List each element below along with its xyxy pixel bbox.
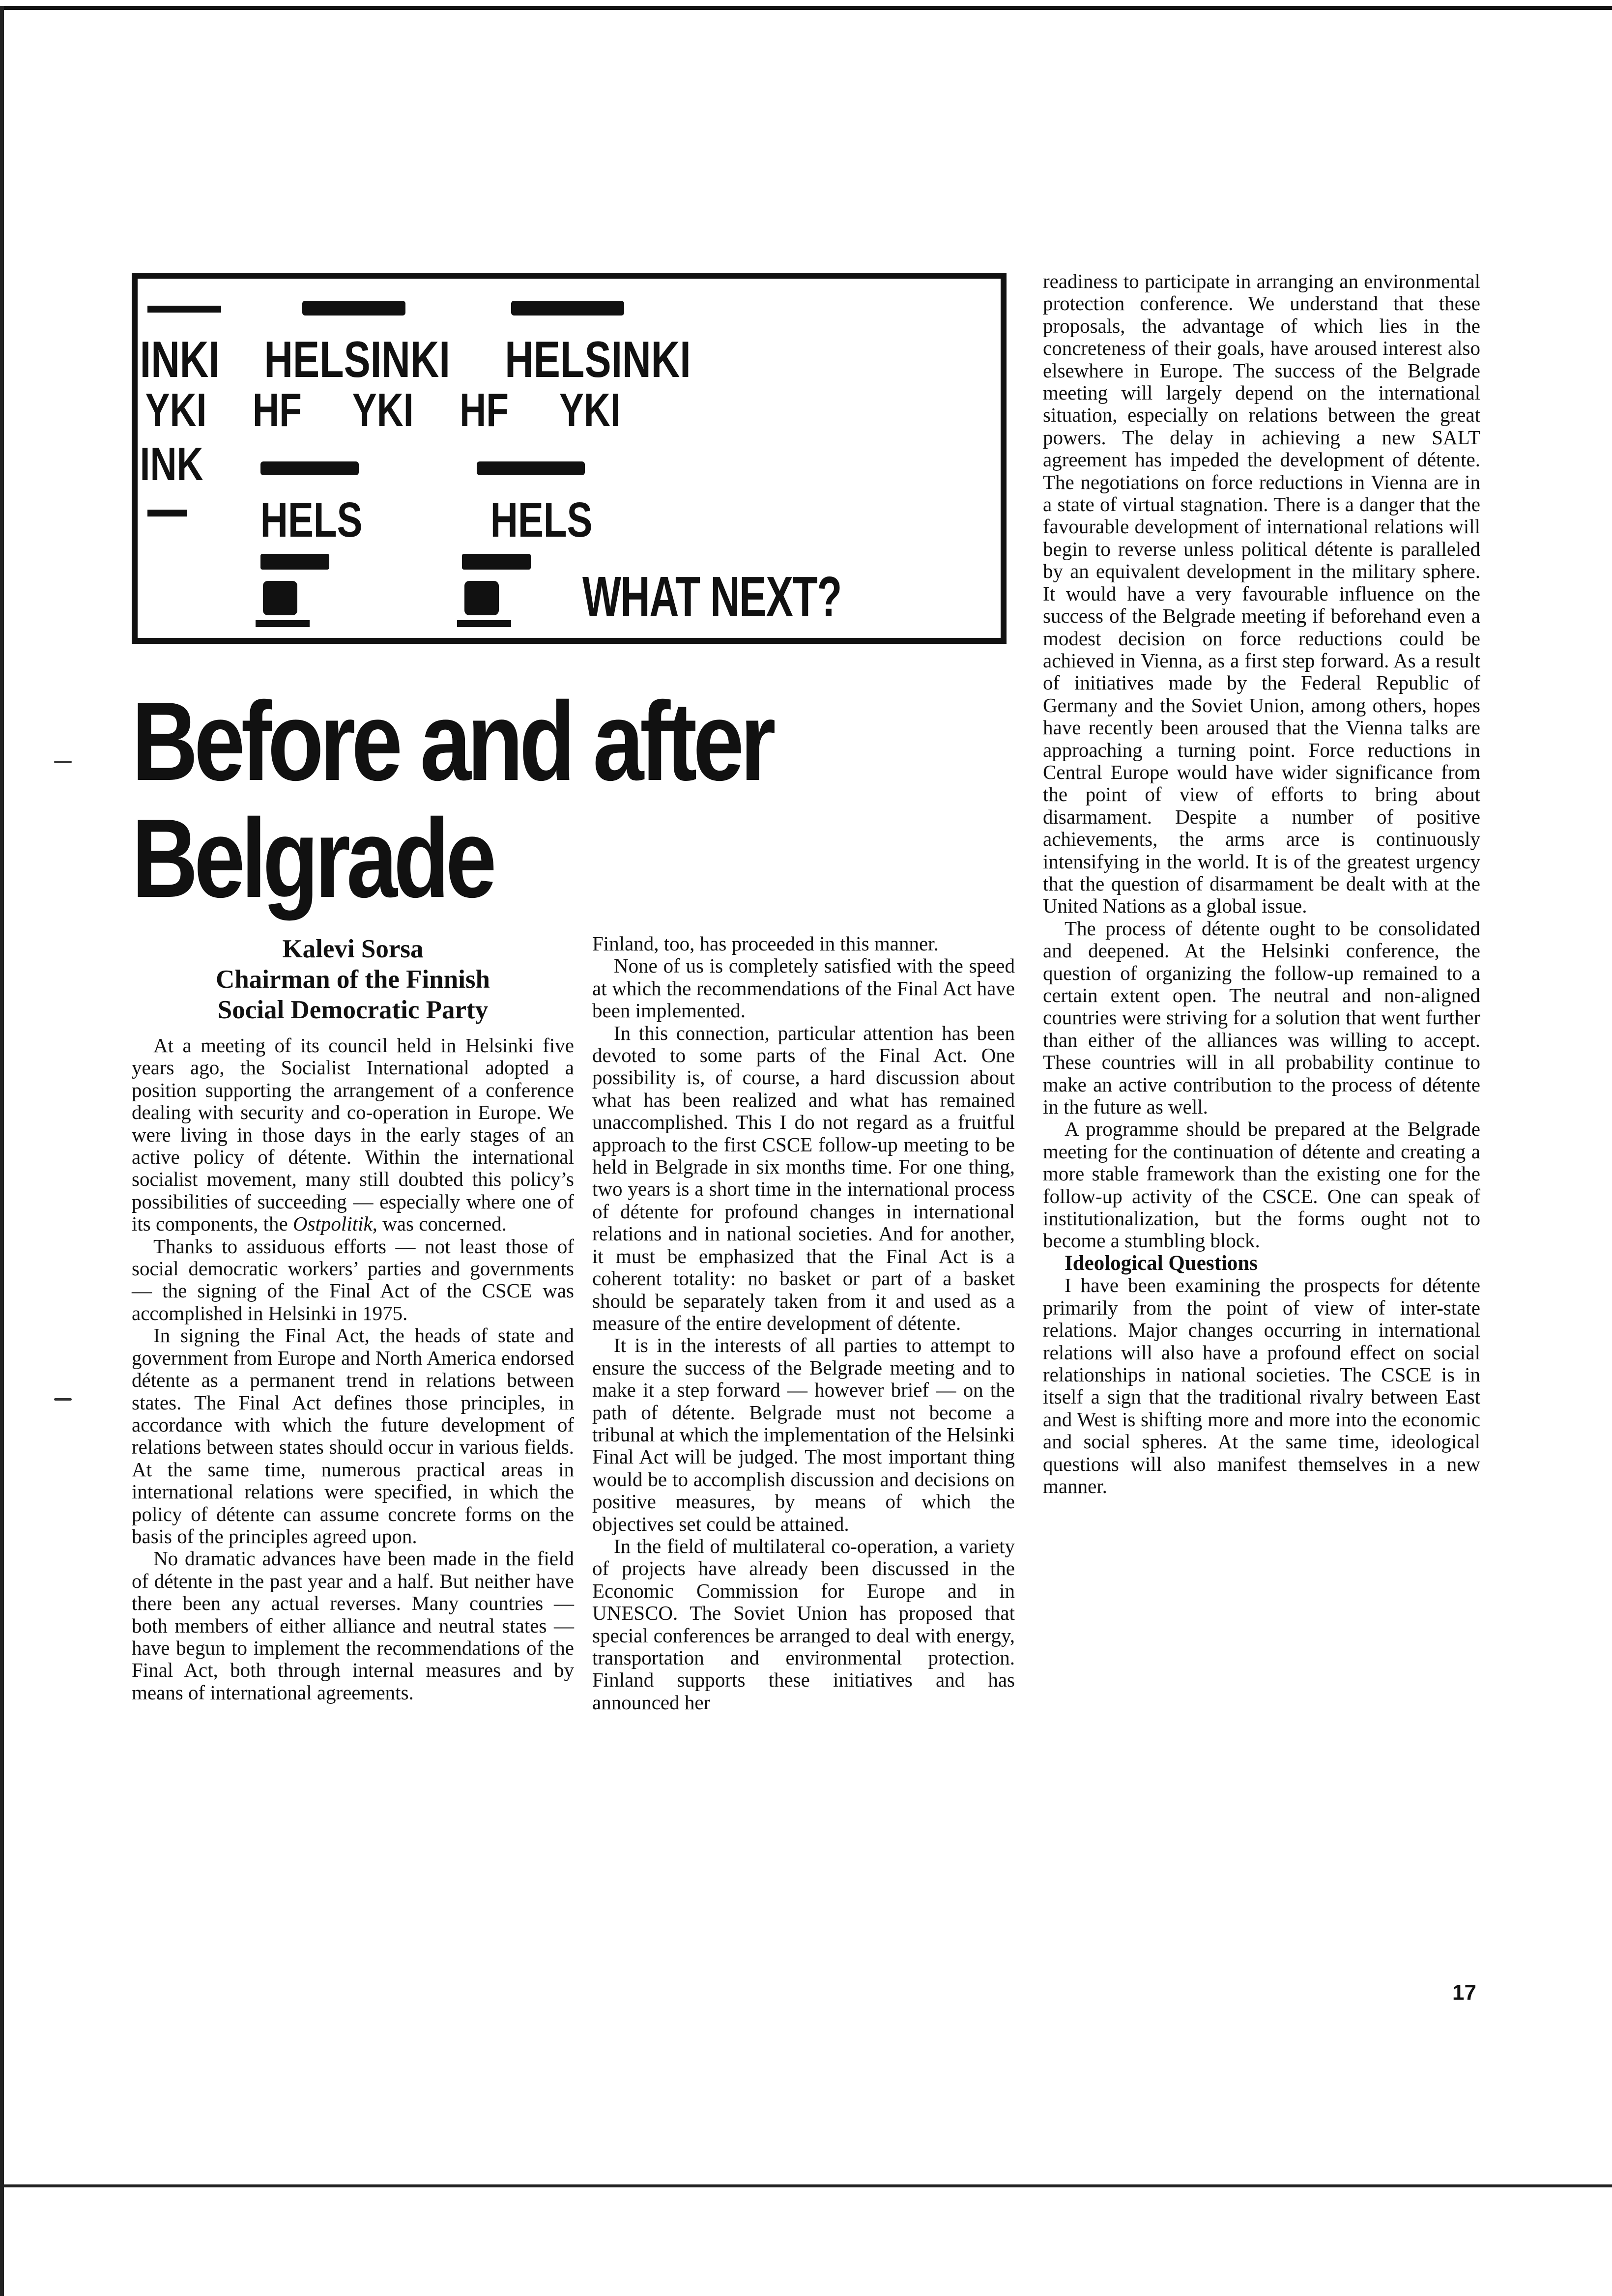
- paragraph-text: was concerned.: [382, 1212, 507, 1235]
- letter-fragment: [263, 581, 297, 615]
- banner-word: HELSINKI: [264, 331, 450, 388]
- ostpolitik-italic: Ostpolitik,: [292, 1212, 377, 1235]
- paragraph: In this connection, particular attention has been devoted to some parts of the Final Act. One possibility is, of course, a hard discussion about what has been realized and what has remained unaccomplished. This I do not regard as a fruitful approach to the first CSCE follow-up meeting to be held in Belgrade in six months time. For one thing, two years is a short time in the international process of détente for profound changes in international relations and in national societies. And for another, it must be emphasized that the Final Act is a coherent totality: no basket or part of a basket should be separately taken from it and used as a measure of the entire development of détente.: [592, 1021, 1015, 1334]
- letter-fragment: [477, 461, 585, 475]
- article-column-3: [1043, 270, 1480, 1497]
- page-bottom-rule: [0, 2184, 1612, 2187]
- helsinki-graphic: [138, 279, 1001, 638]
- letter-fragment: [147, 306, 221, 313]
- banner-word: YKI: [352, 384, 414, 437]
- paragraph: In signing the Final Act, the heads of state and government from Europe and North America endorsed détente as a permanent trend in relations between states. The Final Act defines those principles, in accordance with which the future development of relations between states should occur in various fields. At the same time, numerous practical areas in international relations were specified, in which the policy of détente can assume concrete forms on the basis of the principles agreed upon.: [132, 1324, 574, 1548]
- letter-fragment: [302, 301, 405, 316]
- letter-fragment: [464, 581, 499, 615]
- banner-word: YKI: [145, 384, 207, 437]
- article-column-2: [592, 933, 1015, 1714]
- paragraph: readiness to participate in arranging an environmental protection conference. We understand that these proposals, the advantage of which lies in the concreteness of their goals, have aroused interest also elsewhere in Europe. The success of the Belgrade meeting will largely depend on the international situation, especially on relations between the great powers. The delay in achieving a new SALT agreement has impeded the development of détente. The negotiations on force reductions in Vienna are in a state of virtual stagnation. There is a danger that the favourable development of international relations will begin to reverse unless political détente is paralleled by an equivalent development in the military sphere. It would have a very favourable influence on the success of the Belgrade meeting if beforehand even a modest decision on force reductions could be achieved in Vienna, as a first step forward. As a result of initiatives made by the Federal Republic of Germany and the Soviet Union, among others, hopes have recently been aroused that the Vienna talks are approaching a turning point. Force reductions in Central Europe would have wider significance from the point of view of efforts to bring about disarmament. Despite a number of positive achievements, the arms arce is continuously intensifying in the world. It is of the greatest urgency that the question of disarmament be dealt with at the United Nations as a global issue.: [1043, 270, 1480, 918]
- paragraph: The process of détente ought to be consolidated and deepened. At the Helsinki conference, the question of organizing the follow-up remained to a certain extent open. The neutral and non-aligned countries were striving for a solution that went further than either of the alliances was willing to accept. These countries will in all probability continue to make an active contribution to the process of détente in the future as well.: [1043, 917, 1480, 1119]
- author-role-line-2: Social Democratic Party: [217, 996, 489, 1024]
- page-left-edge: [0, 6, 4, 2296]
- headline-line-1: Before and after: [132, 679, 772, 804]
- letter-fragment: [511, 301, 624, 316]
- page-top-rule: [0, 6, 1612, 10]
- article-headline: [132, 679, 897, 921]
- page-number: 17: [1452, 1980, 1476, 2005]
- byline: [132, 934, 574, 1025]
- paragraph: A programme should be prepared at the Belgrade meeting for the continuation of détente and creating a more stable framework than the existing one for the follow-up activity of the CSCE. One can speak of institutionalization, but the forms ought not to become a stumbling block.: [1043, 1118, 1480, 1252]
- section-subheading: Ideological Questions: [1065, 1251, 1258, 1275]
- article-column-1: [132, 1034, 574, 1704]
- letter-fragment: [260, 461, 359, 475]
- paragraph: Finland, too, has proceeded in this manner.: [592, 932, 939, 955]
- banner-word: INKI: [140, 331, 220, 388]
- helsinki-banner: [132, 273, 1007, 644]
- paragraph: [132, 1034, 574, 1235]
- headline-line-2: Belgrade: [132, 796, 493, 921]
- paragraph-text: At a meeting of its council held in Helsinki five years ago, the Socialist International adopted a position supporting the arrangement of a conference dealing with security and co-operation in Europe. We were living in those days in the early stages of an active policy of détente. Within the international socialist movement, many still doubted this policy’s possibilities of succeeding — especially where one of its components, the: [132, 1034, 574, 1235]
- margin-mark: [54, 761, 72, 763]
- letter-fragment: [256, 620, 310, 627]
- margin-mark: [54, 1398, 72, 1401]
- banner-word: HELS: [260, 492, 363, 548]
- banner-word: HF: [253, 384, 302, 437]
- letter-fragment: [260, 554, 329, 570]
- paragraph: I have been examining the prospects for détente primarily from the point of view of inter-state relations. Major changes occurring in international relations will also have a profound effect on social relationships in national societies. The CSCE is in itself a sign that the traditional rivalry between East and West is shifting more and more into the economic and social spheres. At the same time, ideological questions will also manifest themselves in a new manner.: [1043, 1274, 1480, 1497]
- letter-fragment: [462, 554, 531, 570]
- paragraph: None of us is completely satisfied with the speed at which the recommendations of the Final Act have been implemented.: [592, 954, 1015, 1022]
- banner-word: HELS: [490, 492, 593, 548]
- banner-word: INK: [140, 438, 203, 491]
- letter-fragment: [457, 620, 511, 627]
- paragraph: It is in the interests of all parties to attempt to ensure the success of the Belgrade meeting and to make it a step forward — however brief — on the path of détente. Belgrade must not become a tribunal at which the implementation of the Helsinki Final Act will be judged. The most important thing would be to accomplish discussion and decisions on positive measures, by means of which the objectives set could be attained.: [592, 1334, 1015, 1535]
- what-next-tagline: WHAT NEXT?: [582, 565, 841, 629]
- author-name: Kalevi Sorsa: [282, 935, 424, 963]
- banner-word: HELSINKI: [505, 331, 691, 388]
- banner-word: HF: [460, 384, 509, 437]
- paragraph: In the field of multilateral co-operation, a variety of projects have already been discussed in the Economic Commission for Europe and in UNESCO. The Soviet Union has proposed that special conferences be arranged to deal with energy, transportation and environmental protection. Finland supports these initiatives and has announced her: [592, 1534, 1015, 1714]
- paragraph: Thanks to assiduous efforts — not least those of social democratic workers’ parties and governments — the signing of the Final Act of the CSCE was accomplished in Helsinki in 1975.: [132, 1234, 574, 1324]
- letter-fragment: [147, 510, 187, 517]
- author-role-line-1: Chairman of the Finnish: [215, 965, 490, 994]
- paragraph: No dramatic advances have been made in the field of détente in the past year and a half. But neither have there been any actual reverses. Many countries — both members of either alliance and neutral states — have begun to implement the recommendations of the Final Act, both through internal measures and by means of international agreements.: [132, 1547, 574, 1704]
- banner-word: YKI: [559, 384, 621, 437]
